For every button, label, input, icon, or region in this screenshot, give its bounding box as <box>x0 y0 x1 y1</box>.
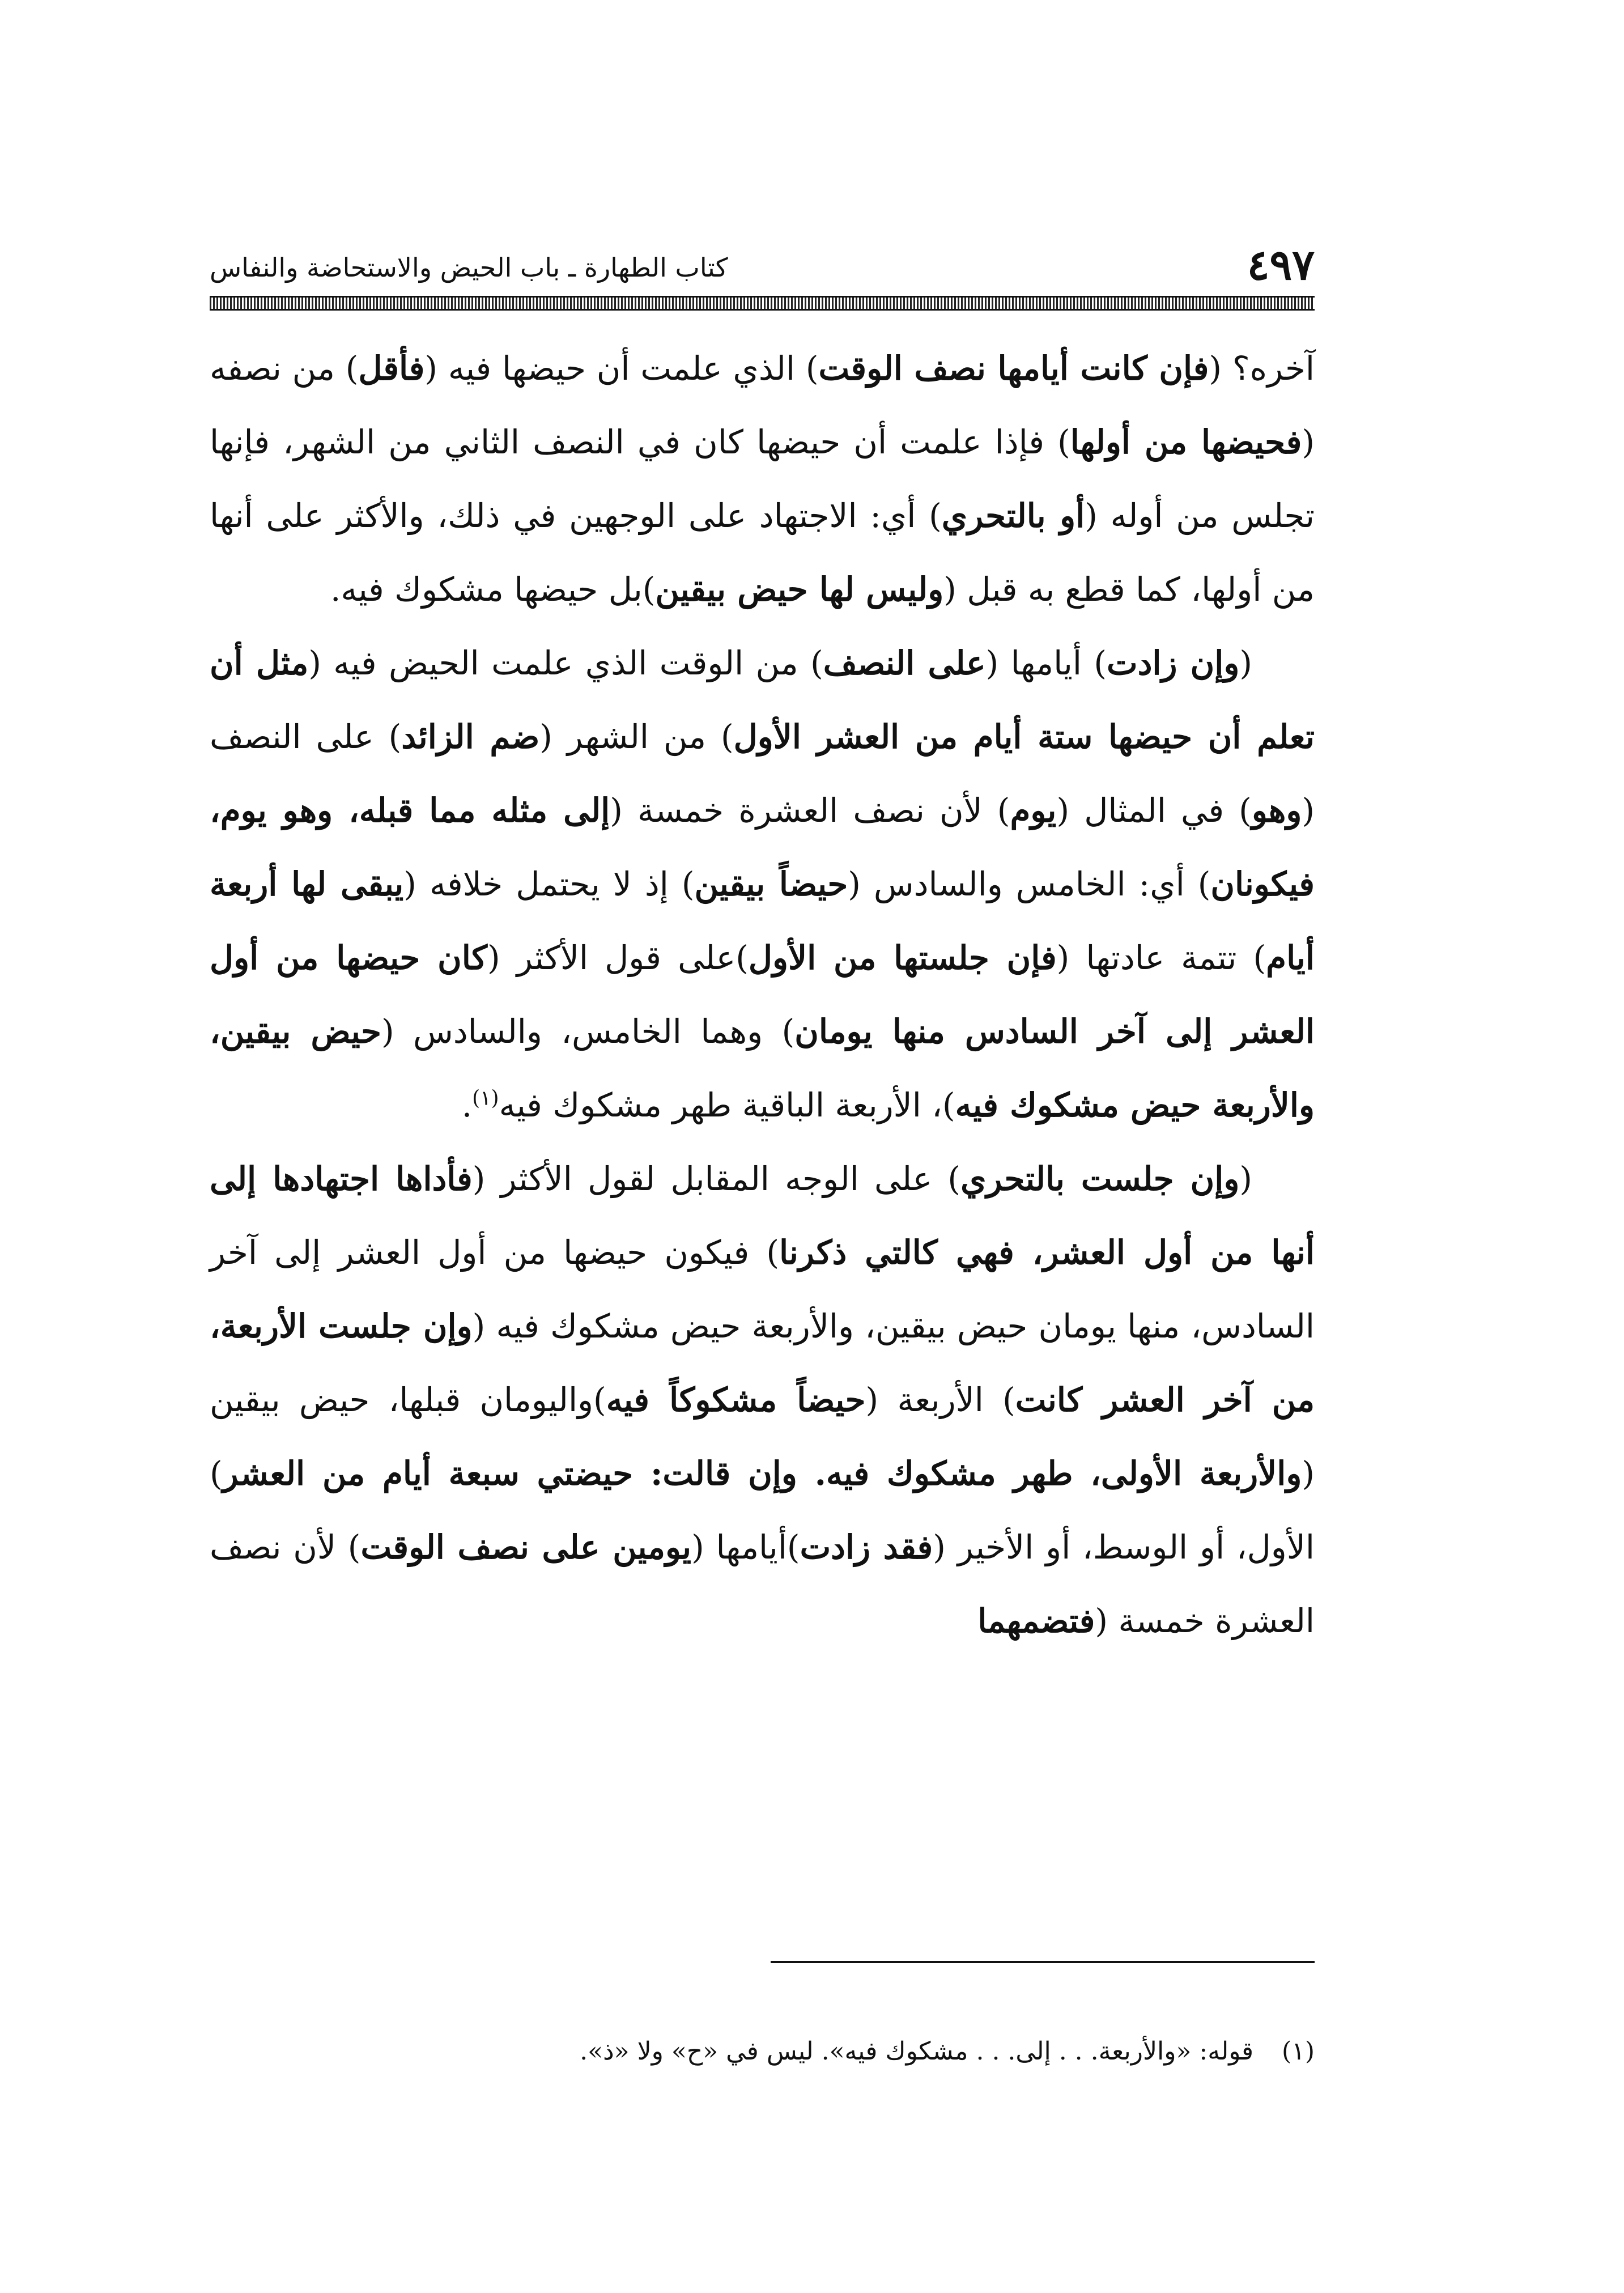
bold-run: والأربعة الأولى، طهر مشكوك فيه. وإن قالت: حيضتي سبعة أيام من العشر <box>222 1454 1302 1493</box>
bold-run: وإن جلست بالتحري <box>960 1160 1240 1198</box>
footnote <box>210 2029 1315 2074</box>
text-run: ) من الشهر ( <box>539 717 734 756</box>
paragraph-1 <box>210 332 1315 626</box>
text-run: ) الأربعة ( <box>865 1381 1015 1419</box>
bold-run: حيضاً مشكوكاً فيه <box>606 1381 866 1419</box>
text-run: )واليومان قبلها، حيض بيقين ( <box>210 1381 1315 1493</box>
text-run: ) فإذا علمت أن حيضها كان في النصف الثاني من الشهر، فإنها تجلس من أوله ( <box>210 423 1315 535</box>
bold-run: وإن زادت <box>1106 644 1240 682</box>
bold-run: أو بالتحري <box>941 496 1085 535</box>
bold-run: على النصف <box>823 644 986 682</box>
text-run: ) لأن نصف العشرة خمسة ( <box>610 791 1010 830</box>
footnote-marker: (١) <box>472 1086 499 1110</box>
text-run: ) أيامها ( <box>985 644 1107 682</box>
footnote-text: قوله: «والأربعة. . . إلى. . . مشكوك فيه». ليس في «ح» ولا «ذ». <box>580 2037 1254 2066</box>
bold-run: وليس لها حيض بيقين <box>655 570 944 609</box>
bold-run: وهو <box>1251 791 1302 830</box>
text-run: . <box>461 1086 473 1124</box>
header-rule <box>210 296 1315 311</box>
text-run: ) أي: الاجتهاد على الوجهين في ذلك، والأكثر على أنها من أولها، كما قطع به قبل ( <box>210 496 1315 609</box>
bold-run: يوم <box>1010 791 1057 830</box>
bold-run: فإن جلستها من الأول <box>748 939 1057 977</box>
text-run: ) وهما الخامس، والسادس ( <box>381 1012 795 1051</box>
text-run: )بل حيضها مشكوك فيه. <box>330 570 656 609</box>
running-head: كتاب الطهارة ـ باب الحيض والاستحاضة والنفاس <box>210 252 728 283</box>
footnote-rule <box>771 1961 1315 1963</box>
bold-run: ضم الزائد <box>401 717 540 756</box>
page-number: ٤٩٧ <box>1247 241 1315 290</box>
bold-run: كان حيضها من أول العشر إلى آخر السادس منها يومان <box>210 939 1315 1051</box>
text-run: ) فيكون حيضها من أول العشر إلى آخر السادس، منها يومان حيض بيقين، والأربعة حيض مشكوك فيه ( <box>210 1233 1315 1345</box>
text-run: ( <box>1239 1160 1252 1198</box>
bold-run: إلى مثله مما قبله، وهو يوم، فيكونان <box>210 791 1315 903</box>
bold-run: حيضاً بيقين <box>694 865 848 903</box>
text-run: )أيامها ( <box>691 1528 800 1566</box>
bold-run: فأداها اجتهادها إلى أنها من أول العشر، فهي كالتي ذكرنا <box>210 1160 1315 1272</box>
bold-run: حيض بيقين، والأربعة حيض مشكوك فيه <box>210 1012 1315 1124</box>
bold-run: يومين على نصف الوقت <box>360 1528 692 1566</box>
text-run: ) على الوجه المقابل لقول الأكثر ( <box>472 1160 961 1198</box>
bold-run: فحيضها من أولها <box>1070 423 1302 461</box>
text-run: آخره؟ ( <box>1209 349 1315 388</box>
bold-run: فتضمهما <box>977 1602 1095 1640</box>
paragraph-2 <box>210 626 1315 1142</box>
text-run: ) من الوقت الذي علمت الحيض فيه ( <box>308 644 823 682</box>
bold-run: فقد زادت <box>800 1528 933 1566</box>
text-run: ) الذي علمت أن حيضها فيه ( <box>424 349 819 388</box>
text-run: ) أي: الخامس والسادس ( <box>848 865 1211 903</box>
bold-run: مثل أن تعلم أن حيضها ستة أيام من العشر الأول <box>210 644 1315 756</box>
text-run: ) الأول، أو الوسط، أو الأخير ( <box>210 1454 1315 1566</box>
footnote-number: (١) <box>1282 2037 1315 2066</box>
text-run: ) من نصفه ( <box>210 349 1315 461</box>
text-run: ( <box>1239 644 1253 682</box>
text-run: ) لأن نصف العشرة خمسة ( <box>210 1528 1315 1640</box>
bold-run: وإن جلست الأربعة، من آخر العشر كانت <box>210 1307 1315 1419</box>
text-run: ) على النصف ( <box>210 717 1315 830</box>
bold-run: فإن كانت أيامها نصف الوقت <box>818 349 1209 388</box>
main-text <box>210 332 1315 1658</box>
bold-run: فأقل <box>358 349 425 388</box>
paragraph-3 <box>210 1142 1315 1658</box>
page-header <box>210 237 1315 299</box>
text-run: )، الأربعة الباقية طهر مشكوك فيه <box>499 1086 955 1124</box>
text-run: ) إذ لا يحتمل خلافه ( <box>403 865 695 903</box>
text-run: ) في المثال ( <box>1056 791 1252 830</box>
text-run: ) تتمة عادتها ( <box>1056 939 1266 977</box>
text-run: )على قول الأكثر ( <box>487 939 749 977</box>
bold-run: يبقى لها أربعة أيام <box>210 865 1315 977</box>
